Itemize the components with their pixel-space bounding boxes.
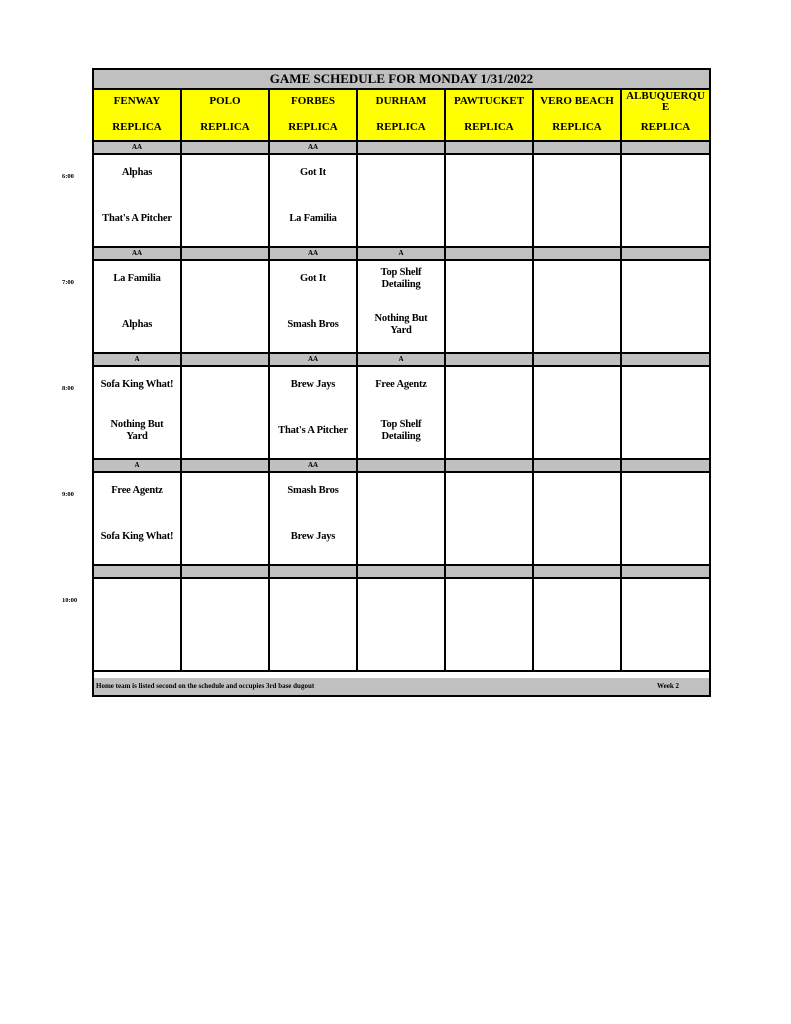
game-cell [270, 579, 358, 670]
level-row [94, 248, 709, 261]
game-cell [622, 579, 709, 670]
game-row [94, 155, 709, 248]
field-header-1 [182, 90, 270, 140]
time-label: 6:00 [62, 173, 74, 180]
away-team: La Familia [113, 273, 161, 284]
home-team: Alphas [121, 319, 153, 330]
game-cell [358, 579, 446, 670]
level-cell [622, 566, 709, 577]
level-cell: AA [270, 142, 358, 153]
game-cell [534, 367, 622, 458]
level-cell [622, 460, 709, 471]
game-cell [182, 367, 270, 458]
field-subtitle: REPLICA [552, 121, 602, 133]
away-team: Sofa King What! [100, 379, 174, 390]
level-cell [622, 142, 709, 153]
home-team: Top Shelf Detailing [380, 419, 422, 442]
level-cell [622, 248, 709, 259]
level-cell [446, 354, 534, 365]
level-cell: AA [270, 248, 358, 259]
schedule-sheet [92, 68, 711, 697]
level-cell [182, 354, 270, 365]
game-cell [94, 473, 182, 564]
game-cell [270, 261, 358, 352]
field-header-4 [446, 90, 534, 140]
level-cell [622, 354, 709, 365]
level-cell [94, 566, 182, 577]
game-cell [182, 261, 270, 352]
game-cell [534, 261, 622, 352]
time-label: 7:00 [62, 279, 74, 286]
home-team: Nothing But Yard [374, 313, 428, 336]
time-label: 9:00 [62, 491, 74, 498]
level-cell: AA [94, 142, 182, 153]
game-cell [622, 367, 709, 458]
week-label: Week 2 [657, 682, 679, 690]
home-team: Nothing But Yard [110, 419, 164, 442]
level-cell [270, 566, 358, 577]
game-cell [446, 579, 534, 670]
game-cell [94, 579, 182, 670]
field-name: DURHAM [375, 95, 427, 107]
level-cell: AA [270, 354, 358, 365]
field-header-5 [534, 90, 622, 140]
game-cell [358, 155, 446, 246]
game-row [94, 261, 709, 354]
footer-note: Home team is listed second on the schedule and occupies 3rd base dugout [96, 682, 315, 690]
field-subtitle: REPLICA [288, 121, 338, 133]
field-name: POLO [209, 95, 241, 107]
field-header-0 [94, 90, 182, 140]
level-row [94, 354, 709, 367]
game-cell [534, 473, 622, 564]
game-cell [534, 155, 622, 246]
level-cell [358, 142, 446, 153]
away-team: Free Agentz [111, 485, 163, 496]
home-team: Brew Jays [290, 531, 336, 542]
field-name: FORBES [290, 95, 335, 107]
level-row [94, 460, 709, 473]
level-cell: AA [94, 248, 182, 259]
field-header-row [94, 90, 709, 142]
level-row [94, 566, 709, 579]
level-cell [534, 460, 622, 471]
home-team: That's A Pitcher [278, 425, 348, 436]
field-name: FENWAY [113, 95, 161, 107]
home-team: That's A Pitcher [102, 213, 172, 224]
footer-bar [94, 678, 709, 695]
level-cell [534, 142, 622, 153]
away-team: Got It [300, 273, 326, 284]
game-cell [446, 261, 534, 352]
game-cell [270, 367, 358, 458]
level-cell [446, 248, 534, 259]
field-header-2 [270, 90, 358, 140]
level-cell [358, 460, 446, 471]
time-label: 10:00 [62, 597, 78, 604]
game-cell [94, 367, 182, 458]
field-subtitle: REPLICA [464, 121, 514, 133]
field-name: PAWTUCKET [453, 95, 525, 107]
home-team: Sofa King What! [100, 531, 174, 542]
game-cell [446, 367, 534, 458]
field-subtitle: REPLICA [200, 121, 250, 133]
game-cell [182, 473, 270, 564]
away-team: Got It [300, 167, 326, 178]
field-subtitle: REPLICA [112, 121, 162, 133]
game-row [94, 367, 709, 460]
level-cell: A [94, 460, 182, 471]
game-row [94, 579, 709, 672]
level-cell: A [358, 248, 446, 259]
level-cell: AA [270, 460, 358, 471]
field-header-3 [358, 90, 446, 140]
game-cell [446, 155, 534, 246]
field-subtitle: REPLICA [376, 121, 426, 133]
level-cell [358, 566, 446, 577]
game-cell [94, 261, 182, 352]
game-cell [622, 261, 709, 352]
game-cell [358, 261, 446, 352]
level-cell: A [94, 354, 182, 365]
level-cell [446, 460, 534, 471]
game-row [94, 473, 709, 566]
field-name: VERO BEACH [540, 95, 614, 107]
level-cell [182, 566, 270, 577]
game-cell [94, 155, 182, 246]
home-team: La Familia [289, 213, 337, 224]
level-cell [182, 460, 270, 471]
level-cell [182, 142, 270, 153]
level-cell [446, 142, 534, 153]
level-cell [534, 566, 622, 577]
game-cell [534, 579, 622, 670]
game-cell [270, 473, 358, 564]
home-team: Smash Bros [287, 319, 339, 330]
level-cell [446, 566, 534, 577]
level-cell [534, 354, 622, 365]
schedule-title: GAME SCHEDULE FOR MONDAY 1/31/2022 [94, 70, 709, 90]
away-team: Alphas [121, 167, 153, 178]
field-header-6 [622, 90, 709, 140]
game-cell [358, 473, 446, 564]
time-label: 8:00 [62, 385, 74, 392]
game-cell [446, 473, 534, 564]
away-team: Top Shelf Detailing [380, 267, 422, 290]
level-cell [182, 248, 270, 259]
game-cell [358, 367, 446, 458]
level-cell [534, 248, 622, 259]
level-cell: A [358, 354, 446, 365]
away-team: Smash Bros [287, 485, 339, 496]
game-cell [182, 155, 270, 246]
away-team: Brew Jays [290, 379, 336, 390]
game-cell [182, 579, 270, 670]
game-cell [622, 473, 709, 564]
field-name: ALBUQUERQU E [626, 90, 705, 113]
game-cell [270, 155, 358, 246]
away-team: Free Agentz [375, 379, 427, 390]
game-cell [622, 155, 709, 246]
level-row [94, 142, 709, 155]
field-subtitle: REPLICA [640, 121, 691, 133]
